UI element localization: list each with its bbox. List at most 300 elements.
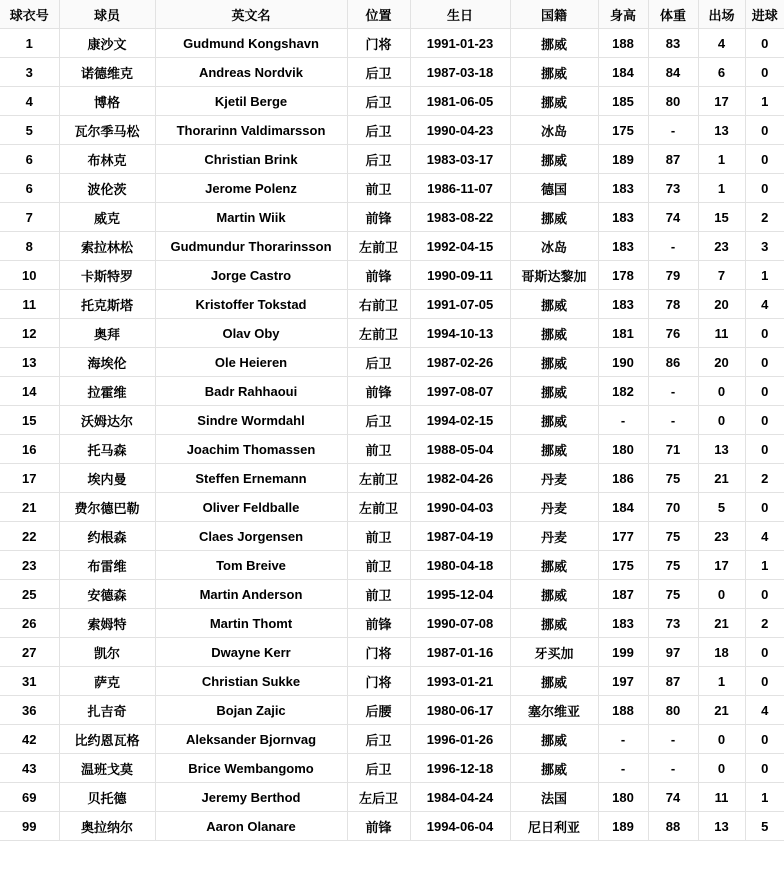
table-cell: 177	[598, 522, 648, 551]
table-cell: 沃姆达尔	[59, 406, 155, 435]
table-cell: 3	[745, 232, 784, 261]
table-cell: 诺德维克	[59, 58, 155, 87]
table-cell: 182	[598, 377, 648, 406]
table-cell: 右前卫	[347, 290, 410, 319]
table-cell: 前锋	[347, 812, 410, 841]
table-cell: Claes Jorgensen	[155, 522, 347, 551]
table-cell: 18	[698, 638, 745, 667]
column-header-7: 体重	[648, 0, 698, 29]
table-row	[0, 319, 784, 348]
column-header-0: 球衣号	[0, 0, 59, 29]
table-cell: Sindre Wormdahl	[155, 406, 347, 435]
table-cell: 1	[745, 551, 784, 580]
table-cell: 80	[648, 87, 698, 116]
table-cell: 26	[0, 609, 59, 638]
table-cell: 左前卫	[347, 493, 410, 522]
table-cell: 1	[698, 145, 745, 174]
table-cell: 挪威	[510, 406, 598, 435]
table-row	[0, 203, 784, 232]
table-cell: 布雷维	[59, 551, 155, 580]
table-cell: 20	[698, 290, 745, 319]
table-cell: 188	[598, 696, 648, 725]
table-cell: 0	[745, 58, 784, 87]
table-cell: -	[648, 116, 698, 145]
table-cell: 1990-04-03	[410, 493, 510, 522]
table-cell: 凯尔	[59, 638, 155, 667]
table-cell: 73	[648, 174, 698, 203]
table-cell: 7	[698, 261, 745, 290]
table-cell: 0	[745, 580, 784, 609]
table-cell: 挪威	[510, 725, 598, 754]
table-cell: 1993-01-21	[410, 667, 510, 696]
table-row	[0, 290, 784, 319]
table-row	[0, 493, 784, 522]
table-row	[0, 261, 784, 290]
table-cell: 183	[598, 290, 648, 319]
table-cell: 23	[698, 522, 745, 551]
table-cell: 184	[598, 58, 648, 87]
table-cell: 12	[0, 319, 59, 348]
table-cell: 1981-06-05	[410, 87, 510, 116]
table-row	[0, 406, 784, 435]
table-row	[0, 435, 784, 464]
table-cell: 4	[745, 696, 784, 725]
table-cell: 1994-10-13	[410, 319, 510, 348]
table-cell: 0	[745, 319, 784, 348]
table-cell: 挪威	[510, 319, 598, 348]
table-cell: 4	[0, 87, 59, 116]
table-cell: 74	[648, 783, 698, 812]
table-cell: 4	[698, 29, 745, 58]
table-cell: 前卫	[347, 580, 410, 609]
table-cell: 挪威	[510, 609, 598, 638]
table-cell: 7	[0, 203, 59, 232]
table-cell: Andreas Nordvik	[155, 58, 347, 87]
table-cell: 43	[0, 754, 59, 783]
column-header-5: 国籍	[510, 0, 598, 29]
table-cell: 挪威	[510, 580, 598, 609]
table-cell: -	[598, 725, 648, 754]
table-cell: 门将	[347, 667, 410, 696]
table-cell: 扎吉奇	[59, 696, 155, 725]
table-cell: Brice Wembangomo	[155, 754, 347, 783]
table-cell: 法国	[510, 783, 598, 812]
table-cell: 海埃伦	[59, 348, 155, 377]
table-cell: 康沙文	[59, 29, 155, 58]
table-cell: 11	[0, 290, 59, 319]
table-row	[0, 638, 784, 667]
table-cell: 拉霍维	[59, 377, 155, 406]
table-cell: 挪威	[510, 551, 598, 580]
table-cell: 75	[648, 551, 698, 580]
table-cell: 前锋	[347, 203, 410, 232]
table-cell: Oliver Feldballe	[155, 493, 347, 522]
table-cell: Gudmundur Thorarinsson	[155, 232, 347, 261]
table-cell: -	[648, 377, 698, 406]
table-cell: 183	[598, 609, 648, 638]
table-cell: 后卫	[347, 725, 410, 754]
table-cell: 0	[745, 493, 784, 522]
table-row	[0, 377, 784, 406]
table-cell: 1	[745, 783, 784, 812]
table-cell: 181	[598, 319, 648, 348]
table-cell: 14	[0, 377, 59, 406]
table-cell: Jorge Castro	[155, 261, 347, 290]
table-cell: 卡斯特罗	[59, 261, 155, 290]
table-cell: 199	[598, 638, 648, 667]
table-row	[0, 348, 784, 377]
table-cell: 门将	[347, 638, 410, 667]
table-cell: 比约恩瓦格	[59, 725, 155, 754]
table-cell: 左后卫	[347, 783, 410, 812]
table-cell: 13	[698, 812, 745, 841]
table-cell: 78	[648, 290, 698, 319]
table-cell: 0	[745, 29, 784, 58]
table-cell: Tom Breive	[155, 551, 347, 580]
table-cell: 189	[598, 812, 648, 841]
table-cell: 86	[648, 348, 698, 377]
table-cell: 15	[698, 203, 745, 232]
table-cell: 187	[598, 580, 648, 609]
table-cell: 1987-01-16	[410, 638, 510, 667]
table-cell: 后卫	[347, 145, 410, 174]
table-cell: Aaron Olanare	[155, 812, 347, 841]
table-cell: 0	[745, 667, 784, 696]
table-row	[0, 667, 784, 696]
table-cell: 1987-02-26	[410, 348, 510, 377]
column-header-9: 进球	[745, 0, 784, 29]
table-row	[0, 232, 784, 261]
table-cell: 布林克	[59, 145, 155, 174]
table-cell: 1987-03-18	[410, 58, 510, 87]
table-cell: 88	[648, 812, 698, 841]
table-cell: 1986-11-07	[410, 174, 510, 203]
table-cell: 1990-04-23	[410, 116, 510, 145]
table-cell: -	[648, 406, 698, 435]
table-cell: 1982-04-26	[410, 464, 510, 493]
table-cell: 17	[698, 87, 745, 116]
table-cell: 挪威	[510, 348, 598, 377]
table-cell: 21	[698, 696, 745, 725]
table-cell: 0	[745, 638, 784, 667]
table-cell: 后卫	[347, 348, 410, 377]
table-cell: 1994-02-15	[410, 406, 510, 435]
table-cell: 1	[745, 261, 784, 290]
column-header-3: 位置	[347, 0, 410, 29]
table-cell: 费尔德巴勒	[59, 493, 155, 522]
table-cell: 1984-04-24	[410, 783, 510, 812]
table-row	[0, 116, 784, 145]
table-cell: 门将	[347, 29, 410, 58]
table-cell: 11	[698, 783, 745, 812]
table-row	[0, 29, 784, 58]
table-cell: Martin Anderson	[155, 580, 347, 609]
table-cell: 德国	[510, 174, 598, 203]
table-cell: Steffen Ernemann	[155, 464, 347, 493]
table-cell: 97	[648, 638, 698, 667]
table-cell: 178	[598, 261, 648, 290]
table-cell: 0	[698, 377, 745, 406]
table-cell: 0	[698, 754, 745, 783]
table-cell: -	[648, 754, 698, 783]
table-cell: 冰岛	[510, 116, 598, 145]
table-cell: 175	[598, 116, 648, 145]
table-cell: 冰岛	[510, 232, 598, 261]
column-header-8: 出场	[698, 0, 745, 29]
table-cell: 后卫	[347, 754, 410, 783]
table-cell: Badr Rahhaoui	[155, 377, 347, 406]
table-cell: Bojan Zajic	[155, 696, 347, 725]
table-cell: 0	[745, 145, 784, 174]
table-cell: 1980-06-17	[410, 696, 510, 725]
table-cell: 189	[598, 145, 648, 174]
table-cell: Ole Heieren	[155, 348, 347, 377]
table-row	[0, 783, 784, 812]
table-cell: 托克斯塔	[59, 290, 155, 319]
table-cell: 13	[698, 116, 745, 145]
table-cell: 13	[0, 348, 59, 377]
table-cell: 73	[648, 609, 698, 638]
table-cell: 0	[745, 406, 784, 435]
table-cell: Kristoffer Tokstad	[155, 290, 347, 319]
table-cell: Martin Wiik	[155, 203, 347, 232]
table-cell: 21	[698, 609, 745, 638]
table-cell: 后卫	[347, 58, 410, 87]
column-header-4: 生日	[410, 0, 510, 29]
table-cell: 1	[0, 29, 59, 58]
table-cell: 1995-12-04	[410, 580, 510, 609]
table-cell: -	[598, 406, 648, 435]
table-cell: 4	[745, 290, 784, 319]
table-cell: 180	[598, 435, 648, 464]
table-cell: 83	[648, 29, 698, 58]
table-cell: 75	[648, 464, 698, 493]
table-cell: 瓦尔季马松	[59, 116, 155, 145]
table-cell: 挪威	[510, 290, 598, 319]
table-cell: 丹麦	[510, 464, 598, 493]
table-cell: 5	[0, 116, 59, 145]
table-cell: 6	[0, 174, 59, 203]
table-cell: 挪威	[510, 203, 598, 232]
table-cell: 15	[0, 406, 59, 435]
column-header-2: 英文名	[155, 0, 347, 29]
table-row	[0, 87, 784, 116]
table-cell: Jerome Polenz	[155, 174, 347, 203]
column-header-6: 身高	[598, 0, 648, 29]
table-row	[0, 464, 784, 493]
table-cell: 温班戈莫	[59, 754, 155, 783]
table-cell: 0	[745, 174, 784, 203]
table-cell: 75	[648, 522, 698, 551]
table-row	[0, 725, 784, 754]
table-cell: 安德森	[59, 580, 155, 609]
column-header-1: 球员	[59, 0, 155, 29]
table-cell: Thorarinn Valdimarsson	[155, 116, 347, 145]
table-cell: 1991-07-05	[410, 290, 510, 319]
table-cell: 萨克	[59, 667, 155, 696]
table-cell: Olav Oby	[155, 319, 347, 348]
table-cell: 前锋	[347, 609, 410, 638]
table-cell: 前卫	[347, 435, 410, 464]
table-cell: Martin Thomt	[155, 609, 347, 638]
table-cell: 10	[0, 261, 59, 290]
table-cell: 180	[598, 783, 648, 812]
table-cell: 183	[598, 232, 648, 261]
table-cell: 0	[698, 580, 745, 609]
table-cell: 4	[745, 522, 784, 551]
table-cell: -	[648, 232, 698, 261]
table-cell: 1983-03-17	[410, 145, 510, 174]
table-cell: Aleksander Bjornvag	[155, 725, 347, 754]
table-cell: -	[598, 754, 648, 783]
table-cell: 丹麦	[510, 522, 598, 551]
table-row	[0, 754, 784, 783]
table-cell: 0	[745, 725, 784, 754]
table-cell: 托马森	[59, 435, 155, 464]
table-cell: 塞尔维亚	[510, 696, 598, 725]
table-cell: 1980-04-18	[410, 551, 510, 580]
table-row	[0, 696, 784, 725]
table-cell: 0	[698, 406, 745, 435]
table-cell: 挪威	[510, 87, 598, 116]
table-cell: 挪威	[510, 29, 598, 58]
table-cell: 0	[745, 435, 784, 464]
table-cell: 1987-04-19	[410, 522, 510, 551]
table-cell: 1	[745, 87, 784, 116]
table-cell: 前锋	[347, 377, 410, 406]
table-row	[0, 812, 784, 841]
table-cell: 22	[0, 522, 59, 551]
table-row	[0, 58, 784, 87]
table-cell: 69	[0, 783, 59, 812]
table-cell: 6	[698, 58, 745, 87]
table-cell: 84	[648, 58, 698, 87]
table-cell: -	[648, 725, 698, 754]
table-cell: 71	[648, 435, 698, 464]
table-cell: 197	[598, 667, 648, 696]
table-cell: 183	[598, 203, 648, 232]
table-cell: 左前卫	[347, 232, 410, 261]
table-cell: Joachim Thomassen	[155, 435, 347, 464]
table-cell: 79	[648, 261, 698, 290]
table-cell: 1983-08-22	[410, 203, 510, 232]
table-cell: 2	[745, 464, 784, 493]
table-cell: 前锋	[347, 261, 410, 290]
table-row	[0, 522, 784, 551]
table-cell: 186	[598, 464, 648, 493]
table-cell: 1990-07-08	[410, 609, 510, 638]
table-cell: 1997-08-07	[410, 377, 510, 406]
table-cell: 185	[598, 87, 648, 116]
table-cell: 尼日利亚	[510, 812, 598, 841]
table-cell: 奥拉纳尔	[59, 812, 155, 841]
table-cell: 17	[698, 551, 745, 580]
table-cell: 1990-09-11	[410, 261, 510, 290]
table-cell: 21	[698, 464, 745, 493]
table-cell: 后腰	[347, 696, 410, 725]
table-cell: 牙买加	[510, 638, 598, 667]
table-cell: 挪威	[510, 58, 598, 87]
table-cell: 5	[745, 812, 784, 841]
table-cell: 1	[698, 174, 745, 203]
table-row	[0, 580, 784, 609]
table-cell: 挪威	[510, 145, 598, 174]
table-cell: 183	[598, 174, 648, 203]
table-cell: 挪威	[510, 435, 598, 464]
table-cell: 31	[0, 667, 59, 696]
table-cell: 左前卫	[347, 464, 410, 493]
table-cell: Jeremy Berthod	[155, 783, 347, 812]
table-cell: 波伦茨	[59, 174, 155, 203]
table-cell: 42	[0, 725, 59, 754]
table-cell: 70	[648, 493, 698, 522]
table-cell: 约根森	[59, 522, 155, 551]
table-cell: 75	[648, 580, 698, 609]
table-cell: 23	[0, 551, 59, 580]
table-cell: 99	[0, 812, 59, 841]
table-cell: 184	[598, 493, 648, 522]
table-cell: 3	[0, 58, 59, 87]
table-cell: 17	[0, 464, 59, 493]
table-cell: 5	[698, 493, 745, 522]
table-cell: 哥斯达黎加	[510, 261, 598, 290]
table-cell: 27	[0, 638, 59, 667]
table-cell: 2	[745, 609, 784, 638]
table-cell: 80	[648, 696, 698, 725]
table-cell: 23	[698, 232, 745, 261]
header-row	[0, 0, 784, 29]
table-cell: 索姆特	[59, 609, 155, 638]
table-cell: 后卫	[347, 406, 410, 435]
table-cell: 前卫	[347, 551, 410, 580]
table-cell: 1991-01-23	[410, 29, 510, 58]
table-cell: Christian Sukke	[155, 667, 347, 696]
table-cell: 后卫	[347, 116, 410, 145]
table-row	[0, 145, 784, 174]
table-cell: 0	[745, 754, 784, 783]
table-cell: 20	[698, 348, 745, 377]
table-cell: Christian Brink	[155, 145, 347, 174]
table-cell: 1992-04-15	[410, 232, 510, 261]
table-cell: 21	[0, 493, 59, 522]
table-cell: 前卫	[347, 522, 410, 551]
table-cell: 0	[698, 725, 745, 754]
table-cell: 后卫	[347, 87, 410, 116]
table-cell: 1	[698, 667, 745, 696]
table-cell: 11	[698, 319, 745, 348]
table-row	[0, 174, 784, 203]
table-cell: 16	[0, 435, 59, 464]
table-row	[0, 551, 784, 580]
table-cell: 威克	[59, 203, 155, 232]
table-cell: 挪威	[510, 754, 598, 783]
table-cell: 索拉林松	[59, 232, 155, 261]
table-cell: 188	[598, 29, 648, 58]
table-cell: 2	[745, 203, 784, 232]
table-cell: 8	[0, 232, 59, 261]
table-cell: 1996-12-18	[410, 754, 510, 783]
table-cell: 6	[0, 145, 59, 174]
table-cell: 博格	[59, 87, 155, 116]
table-cell: 0	[745, 377, 784, 406]
table-cell: 1996-01-26	[410, 725, 510, 754]
table-row	[0, 609, 784, 638]
table-cell: 丹麦	[510, 493, 598, 522]
table-cell: 左前卫	[347, 319, 410, 348]
table-cell: 74	[648, 203, 698, 232]
table-cell: 36	[0, 696, 59, 725]
table-cell: 25	[0, 580, 59, 609]
